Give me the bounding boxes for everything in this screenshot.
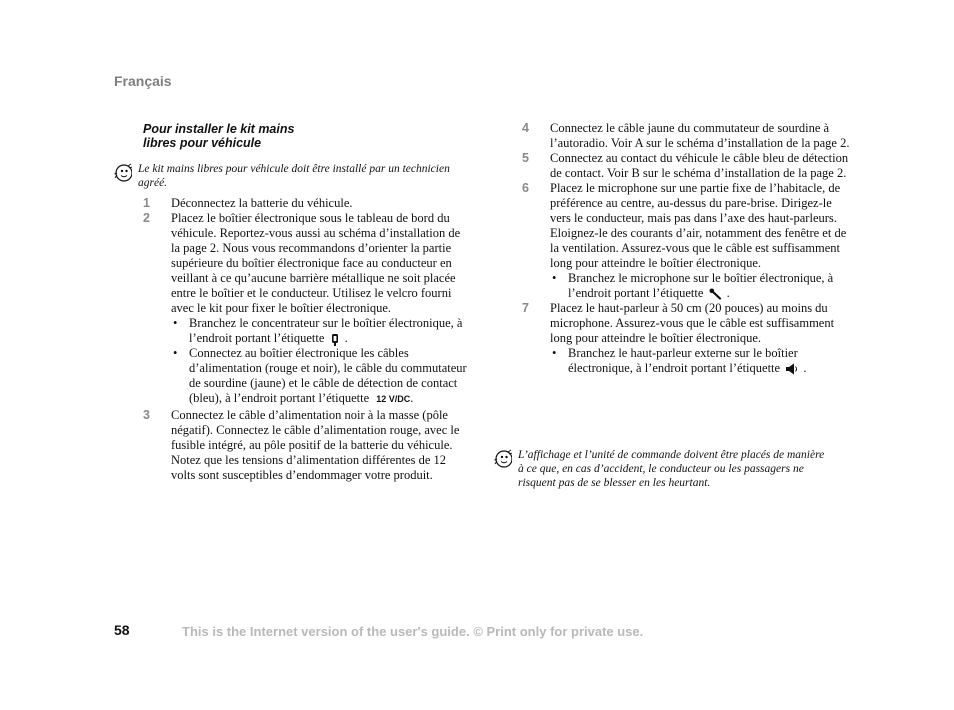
bullet-item: • Branchez le microphone sur le boîtier électronique, à l’endroit portant l’étiquette . [552,271,834,300]
page-number: 58 [114,622,130,638]
bullet-item: • Connectez au boîtier électronique les câbles d’alimentation (rouge et noir), le câble du commutateur de sourdine (jaune) et le câble de détection de contact (bleu), à l’endroit portant l’étiquette 12 V/DC. [173,346,467,405]
language-heading: Français [114,73,172,89]
step-number: 3 [143,408,150,422]
right-steps [522,121,852,376]
step-6 [522,181,852,301]
footer-notice: This is the Internet version of the user's guide. © Print only for private use. [182,624,644,639]
step-7 [522,301,852,376]
step-text: Placez le haut-parleur à 50 cm (20 pouces) au moins du microphone. Assurez-vous que le câble est suffisamment long pour atteindre le boîtier électronique. [550,301,835,345]
step-2 [143,211,471,407]
note-icon [494,448,512,470]
step-text: Connectez le câble d’alimentation noir à la masse (pôle négatif). Connectez le câble d’alimentation rouge, avec le fusible intégré, au pôle positif de la batterie du véhicule. Notez que les tensions d’alimentation différentes de 12 volts sont susceptibles d’endommager votre produit. [171,408,460,482]
step-text: Déconnectez la batterie du véhicule. [171,196,353,210]
section-title-line1: Pour installer le kit mains [143,122,295,136]
bullet-item: • Branchez le haut-parleur externe sur le boîtier électronique, à l’endroit portant l’étiquette . [552,346,807,375]
section-title [143,122,294,150]
microphone-label-icon [709,288,722,300]
step-number: 4 [522,121,529,135]
step-4 [522,121,852,151]
section-title-line2: libres pour véhicule [143,136,262,150]
step-3 [143,408,471,483]
note-icon [114,162,132,184]
bullet-text: Branchez le microphone sur le boîtier électronique, à l’endroit portant l’étiquette [568,271,834,300]
step-5 [522,151,852,181]
step-number: 2 [143,211,150,225]
note-top [114,162,454,190]
note-bottom-text: L’affichage et l’unité de commande doivent être placés de manière à ce que, en cas d’accident, le conducteur ou les passagers ne risquent pas de se blesser en les heurtant. [518,449,825,489]
left-steps [143,196,471,483]
note-bottom [494,448,834,490]
note-top-text: Le kit mains libres pour véhicule doit être installé par un technicien agréé. [138,163,450,189]
step-number: 6 [522,181,529,195]
power-label: 12 V/DC [376,394,411,404]
step-1 [143,196,471,211]
step-text: Placez le microphone sur une partie fixe de l’habitacle, de préférence au centre, au-dessus du pare-brise. Dirigez-le vers le conducteur, mais pas dans l’axe des haut-parleurs. Eloignez-le des courants d’air, notamment des fenêtre et de la ventilation. Assurez-vous que le câble est suffisamment long pour atteindre le boîtier électronique. [550,181,847,270]
step-text: Connectez au contact du véhicule le câble bleu de détection de contact. Voir B sur le schéma d’installation de la page 2. [550,151,849,180]
step-text: Connectez le câble jaune du commutateur de sourdine à l’autoradio. Voir A sur le schéma d’installation de la page 2. [550,121,850,150]
antenna-label-icon [330,333,340,346]
step-text: Placez le boîtier électronique sous le tableau de bord du véhicule. Reportez-vous aussi au schéma d’installation de la page 2. Nous vous recommandons d’orienter la partie supérieure du boîtier électronique face au conducteur en veillant à ce qu’aucune barrière métallique ne soit placée entre le boîtier et le conducteur. Utilisez le velcro fourni avec le kit pour fixer le boîtier électronique. [171,211,461,315]
bullet-item: • Branchez le concentrateur sur le boîtier électronique, à l’endroit portant l’étiquette . [173,316,463,345]
speaker-label-icon [785,363,798,375]
bullet-text: Connectez au boîtier électronique les câbles d’alimentation (rouge et noir), le câble du commutateur de sourdine (jaune) et le câble de détection de contact (bleu), à l’endroit portant l’étiquette [189,346,467,405]
bullet-text: Branchez le haut-parleur externe sur le boîtier électronique, à l’endroit portant l’étiquette [568,346,798,375]
step-number: 1 [143,196,150,210]
bullet-text: Branchez le concentrateur sur le boîtier électronique, à l’endroit portant l’étiquette [189,316,463,345]
step-number: 5 [522,151,529,165]
step-number: 7 [522,301,529,315]
